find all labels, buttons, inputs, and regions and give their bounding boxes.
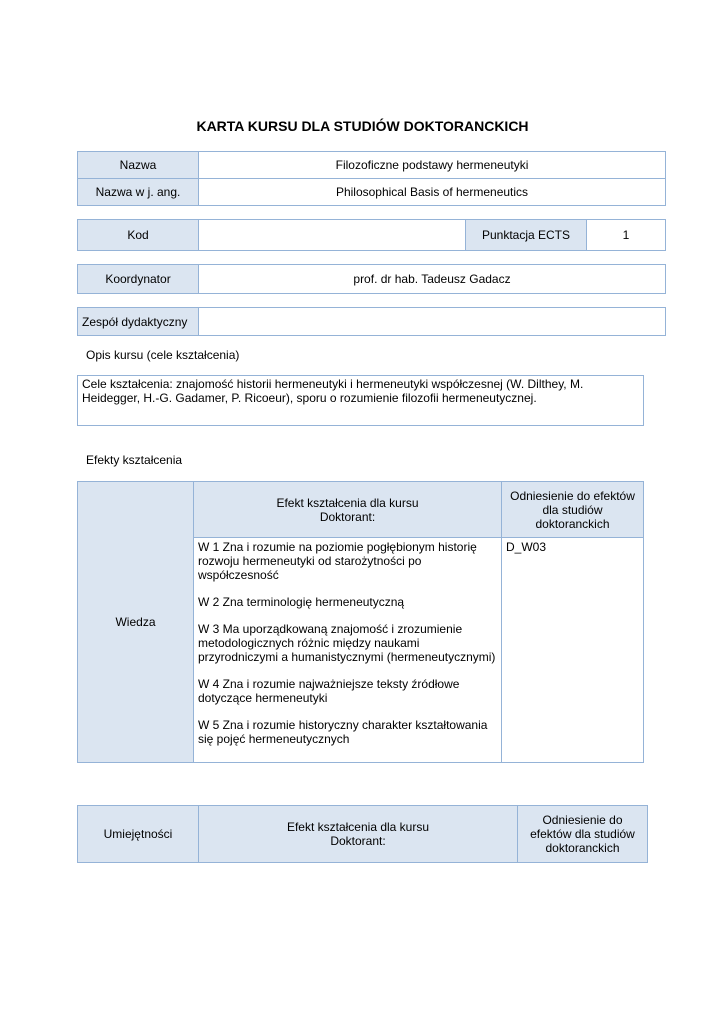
skills-effects-table — [77, 805, 648, 863]
name-table — [77, 151, 666, 206]
knowledge-ref: D_W03 — [502, 538, 644, 763]
page-title: KARTA KURSU DLA STUDIÓW DOKTORANCKICH — [196, 118, 529, 134]
knowledge-col-effect: Efekt kształcenia dla kursu Doktorant: — [194, 482, 502, 538]
description-heading: Opis kursu (cele kształcenia) — [86, 348, 240, 362]
name-label: Nazwa — [78, 152, 199, 179]
knowledge-item: W 5 Zna i rozumie historyczny charakter kształtowania się pojęć hermeneutycznych — [198, 718, 488, 746]
code-label: Kod — [78, 220, 199, 251]
skills-category: Umiejętności — [78, 806, 199, 863]
team-table — [77, 307, 666, 336]
code-table — [77, 219, 666, 251]
knowledge-col-ref: Odniesienie do efektów dla studiów doktoranckich — [502, 482, 644, 538]
coordinator-label: Koordynator — [78, 265, 199, 294]
knowledge-item: W 4 Zna i rozumie najważniejsze teksty źródłowe dotyczące hermeneutyki — [198, 677, 460, 705]
knowledge-item: W 2 Zna terminologię hermeneutyczną — [198, 595, 405, 609]
knowledge-category: Wiedza — [78, 482, 194, 763]
name-en-value: Philosophical Basis of hermeneutics — [199, 179, 666, 206]
name-value: Filozoficzne podstawy hermeneutyki — [199, 152, 666, 179]
team-label: Zespół dydaktyczny — [78, 308, 199, 336]
knowledge-item: W 1 Zna i rozumie na poziomie pogłębionym historię rozwoju hermeneutyki od starożytności po współczesność — [198, 540, 477, 582]
knowledge-item: W 3 Ma uporządkowaną znajomość i zrozumienie metodologicznych różnic między naukami przyrodniczymi a humanistycznymi (hermeneutycznymi) — [198, 622, 496, 664]
ects-value: 1 — [587, 220, 666, 251]
effects-heading: Efekty kształcenia — [86, 453, 183, 467]
ects-label: Punktacja ECTS — [466, 220, 587, 251]
knowledge-effects-table — [77, 481, 644, 763]
code-value — [199, 220, 466, 251]
coordinator-value: prof. dr hab. Tadeusz Gadacz — [199, 265, 666, 294]
skills-col-ref: Odniesienie do efektów dla studiów doktoranckich — [518, 806, 648, 863]
team-value — [199, 308, 666, 336]
name-en-label: Nazwa w j. ang. — [78, 179, 199, 206]
description-text: Cele kształcenia: znajomość historii hermeneutyki i hermeneutyki współczesnej (W. Dilthey, M. Heidegger, H.-G. Gadamer, P. Ricoeur), sporu o rozumienie filozofii hermeneutycznej. — [77, 375, 644, 426]
skills-col-effect: Efekt kształcenia dla kursu Doktorant: — [199, 806, 518, 863]
coordinator-table — [77, 264, 666, 294]
knowledge-items — [194, 538, 502, 763]
